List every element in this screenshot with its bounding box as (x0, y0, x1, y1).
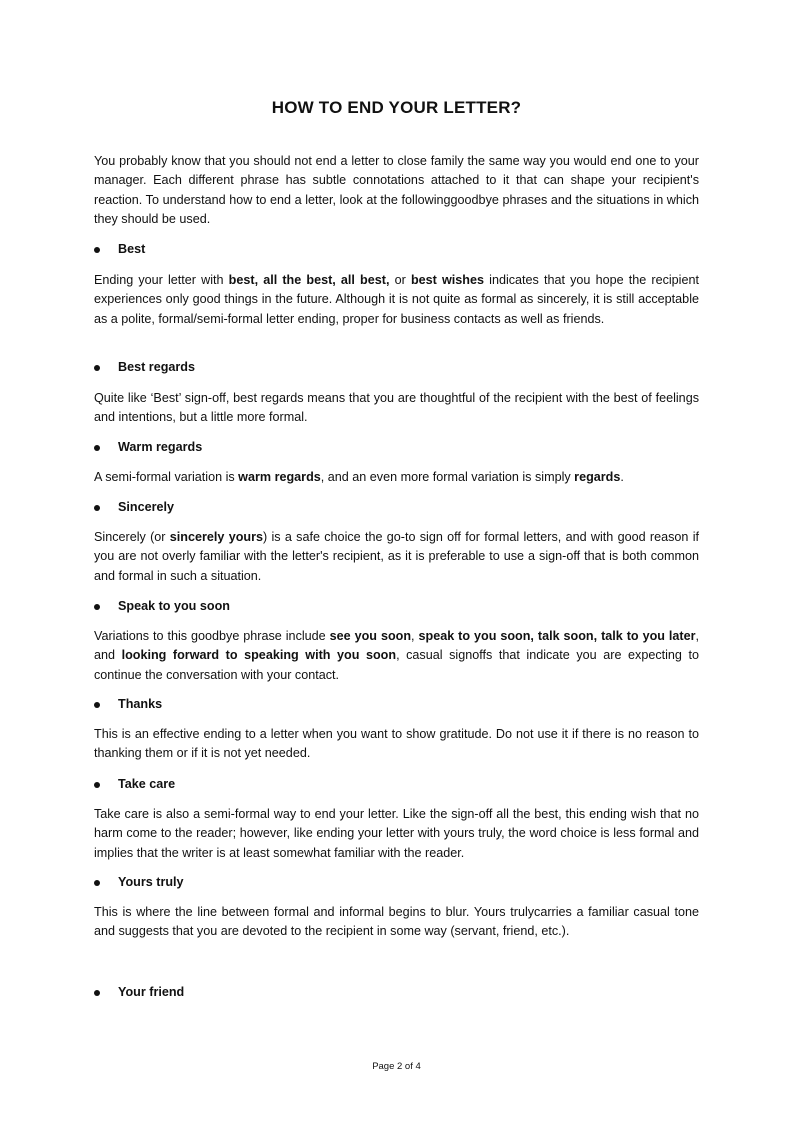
section-body-yours-truly (94, 903, 699, 942)
section-body-best-regards (94, 389, 699, 428)
emphasis-text: speak to you soon, talk soon, talk to you later (418, 629, 696, 643)
section-body-best (94, 271, 699, 329)
bullet-icon (94, 990, 100, 996)
body-text: Take care is also a semi-formal way to end your letter. Like the sign-off all the best, this ending wish that no harm come to the reader; however, like ending your letter with yours truly, the word choice is less formal and implies that the writer is at least somewhat familiar with the reader. (94, 807, 699, 860)
section-heading-label: Yours truly (118, 875, 184, 889)
section-heading-label: Speak to you soon (118, 599, 230, 613)
section-body-sincerely (94, 528, 699, 586)
section-heading-label: Your friend (118, 985, 185, 999)
intro-paragraph: You probably know that you should not end a letter to close family the same way you would end one to your manager. Each different phrase has subtle connotations attached to it that can shape your recipient's reaction. To understand how to end a letter, look at the followinggoodbye phrases and the situations in which they should be used. (94, 154, 699, 226)
emphasis-text: best wishes (410, 273, 484, 287)
section-body-take-care (94, 805, 699, 863)
bullet-icon (94, 604, 100, 610)
emphasis-text: looking forward to speaking with you soon (121, 648, 397, 663)
body-text: Ending your letter with (94, 273, 229, 287)
body-text: Sincerely (or (94, 530, 170, 544)
bullet-icon (94, 247, 100, 253)
body-text: ) is a safe choice the go-to sign off for formal letters, and with good reason if you are not overly familiar with the letter's recipient, as it is preferable to use a sign-off that is both common and formal in such a situation. (94, 530, 700, 583)
body-text: indicates that you hope the recipient experiences only good things in the future. Although it is not quite as formal as sincerely, it is still acceptable as a polite, formal/semi-formal letter ending, proper for business contacts as well as friends. (94, 273, 699, 326)
page-number: Page 2 of 4 (372, 1061, 421, 1072)
bullet-icon (94, 445, 100, 451)
section-heading-label: Best regards (118, 360, 195, 374)
emphasis-text: see you soon (329, 629, 412, 643)
section-body-speak-to-you-soon (94, 627, 699, 685)
body-text: This is where the line between formal and informal begins to blur. Yours trulycarries a familiar casual tone and suggests that you are devoted to the recipient in some way (servant, friend, etc.). (94, 905, 699, 939)
section-heading-label: Take care (118, 777, 176, 791)
emphasis-text: warm regards (238, 470, 321, 484)
body-text: Variations to this goodbye phrase include (94, 629, 330, 643)
body-text: , and an even more formal variation is simply (320, 470, 575, 484)
emphasis-text: regards (574, 470, 621, 484)
body-text: Quite like ‘Best’ sign-off, best regards means that you are thoughtful of the recipient with the best of feelings and intentions, but a little more formal. (94, 391, 699, 425)
bullet-icon (94, 505, 100, 511)
section-heading-label: Warm regards (118, 440, 203, 454)
body-text: A semi-formal variation is (94, 470, 239, 484)
bullet-icon (94, 880, 100, 886)
emphasis-text: best, all the best, all best, (228, 273, 390, 287)
section-body-warm-regards (94, 468, 699, 487)
bullet-icon (94, 782, 100, 788)
bullet-icon (94, 365, 100, 371)
body-text: , (411, 629, 419, 643)
body-text: , casual signoffs that indicate you are expecting to continue the conversation with your contact. (94, 648, 699, 682)
body-text: . (620, 470, 624, 484)
body-text: This is an effective ending to a letter when you want to show gratitude. Do not use it if there is no reason to thanking them or if it is not yet needed. (94, 727, 699, 761)
section-heading-label: Sincerely (118, 500, 175, 514)
body-text: , and (94, 629, 700, 663)
section-heading-label: Best (118, 242, 146, 256)
page-title: HOW TO END YOUR LETTER? (271, 98, 522, 117)
bullet-icon (94, 702, 100, 708)
body-text: or (389, 273, 411, 287)
emphasis-text: sincerely yours (169, 530, 263, 544)
section-body-thanks (94, 725, 699, 764)
section-heading-label: Thanks (118, 697, 163, 711)
